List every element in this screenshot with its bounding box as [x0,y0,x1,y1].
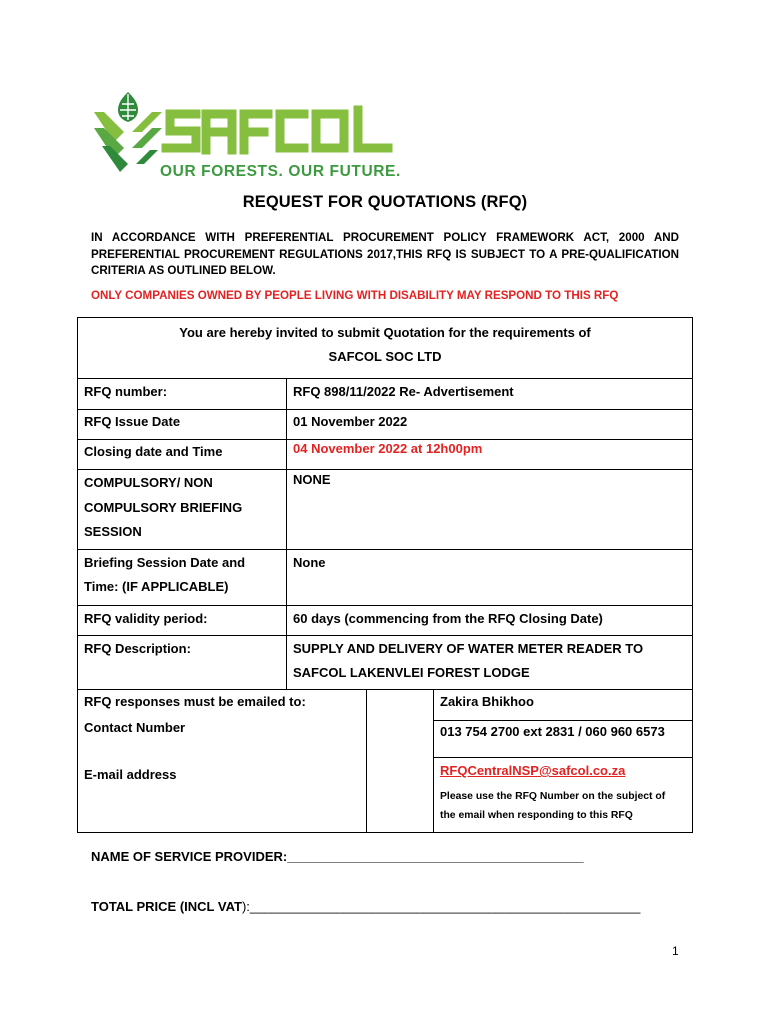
total-price-label: TOTAL PRICE (INCL VAT [91,899,242,914]
safcol-logo [88,88,408,184]
description-label: RFQ Description: [84,641,191,656]
total-price-field[interactable] [91,899,640,914]
page-number: 1 [672,944,679,958]
safcol-wordmark [166,110,388,150]
table-header-line1: You are hereby invited to submit Quotation for the requirements of [179,325,591,340]
validity-period-label: RFQ validity period: [84,611,208,626]
rfq-details-table [77,317,693,833]
total-price-blank: ):______________________________________________________ [241,899,641,914]
service-provider-field[interactable]: NAME OF SERVICE PROVIDER:_________________________________________ [91,849,584,864]
contact-number-value: 013 754 2700 ext 2831 / 060 960 6573 [440,724,665,739]
rfq-number-label: RFQ number: [84,384,168,399]
email-to-value: Zakira Bhikhoo [440,694,534,709]
table-header-line2: SAFCOL SOC LTD [328,349,442,364]
email-address-link[interactable]: RFQCentralNSP@safcol.co.za [440,763,626,778]
closing-date-value: 04 November 2022 at 12h00pm [293,441,483,456]
rfq-number-value: RFQ 898/11/2022 Re- Advertisement [293,384,514,399]
pine-cone-icon [118,92,138,122]
briefing-session-label-3: SESSION [84,524,142,539]
validity-period-value: 60 days (commencing from the RFQ Closing Date) [293,611,603,626]
description-value-1: SUPPLY AND DELIVERY OF WATER METER READER TO [293,641,644,656]
contact-number-label: Contact Number [84,720,186,735]
email-note-1: Please use the RFQ Number on the subject of [440,791,666,802]
briefing-date-value: None [293,555,326,570]
logo-tagline: OUR FORESTS. OUR FUTURE. [160,163,401,180]
closing-date-label: Closing date and Time [84,444,223,459]
briefing-session-label-1: COMPULSORY/ NON [84,475,213,490]
briefing-date-label-1: Briefing Session Date and [84,555,246,570]
issue-date-label: RFQ Issue Date [84,414,181,429]
safcol-logo-graphic [88,88,408,184]
document-title: REQUEST FOR QUOTATIONS (RFQ) [242,193,528,211]
eligibility-notice: ONLY COMPANIES OWNED BY PEOPLE LIVING WITH DISABILITY MAY RESPOND TO THIS RFQ [91,289,619,302]
issue-date-value: 01 November 2022 [293,414,408,429]
email-note-2: the email when responding to this RFQ [440,810,633,821]
briefing-session-value: NONE [293,472,331,487]
description-value-2: SAFCOL LAKENVLEI FOREST LODGE [293,665,530,680]
email-to-label: RFQ responses must be emailed to: [84,694,306,709]
briefing-date-label-2: Time: (IF APPLICABLE) [84,579,229,594]
email-address-label: E-mail address [84,767,177,782]
briefing-session-label-2: COMPULSORY BRIEFING [84,500,243,515]
intro-paragraph: IN ACCORDANCE WITH PREFERENTIAL PROCUREMENT POLICY FRAMEWORK ACT, 2000 AND PREFERENTIAL PROCUREMENT REGULATIONS 2017,THIS RFQ IS SUBJECT TO A PRE-QUALIFICATION CRITERIA AS OUTLINED BELOW. [91,231,679,277]
